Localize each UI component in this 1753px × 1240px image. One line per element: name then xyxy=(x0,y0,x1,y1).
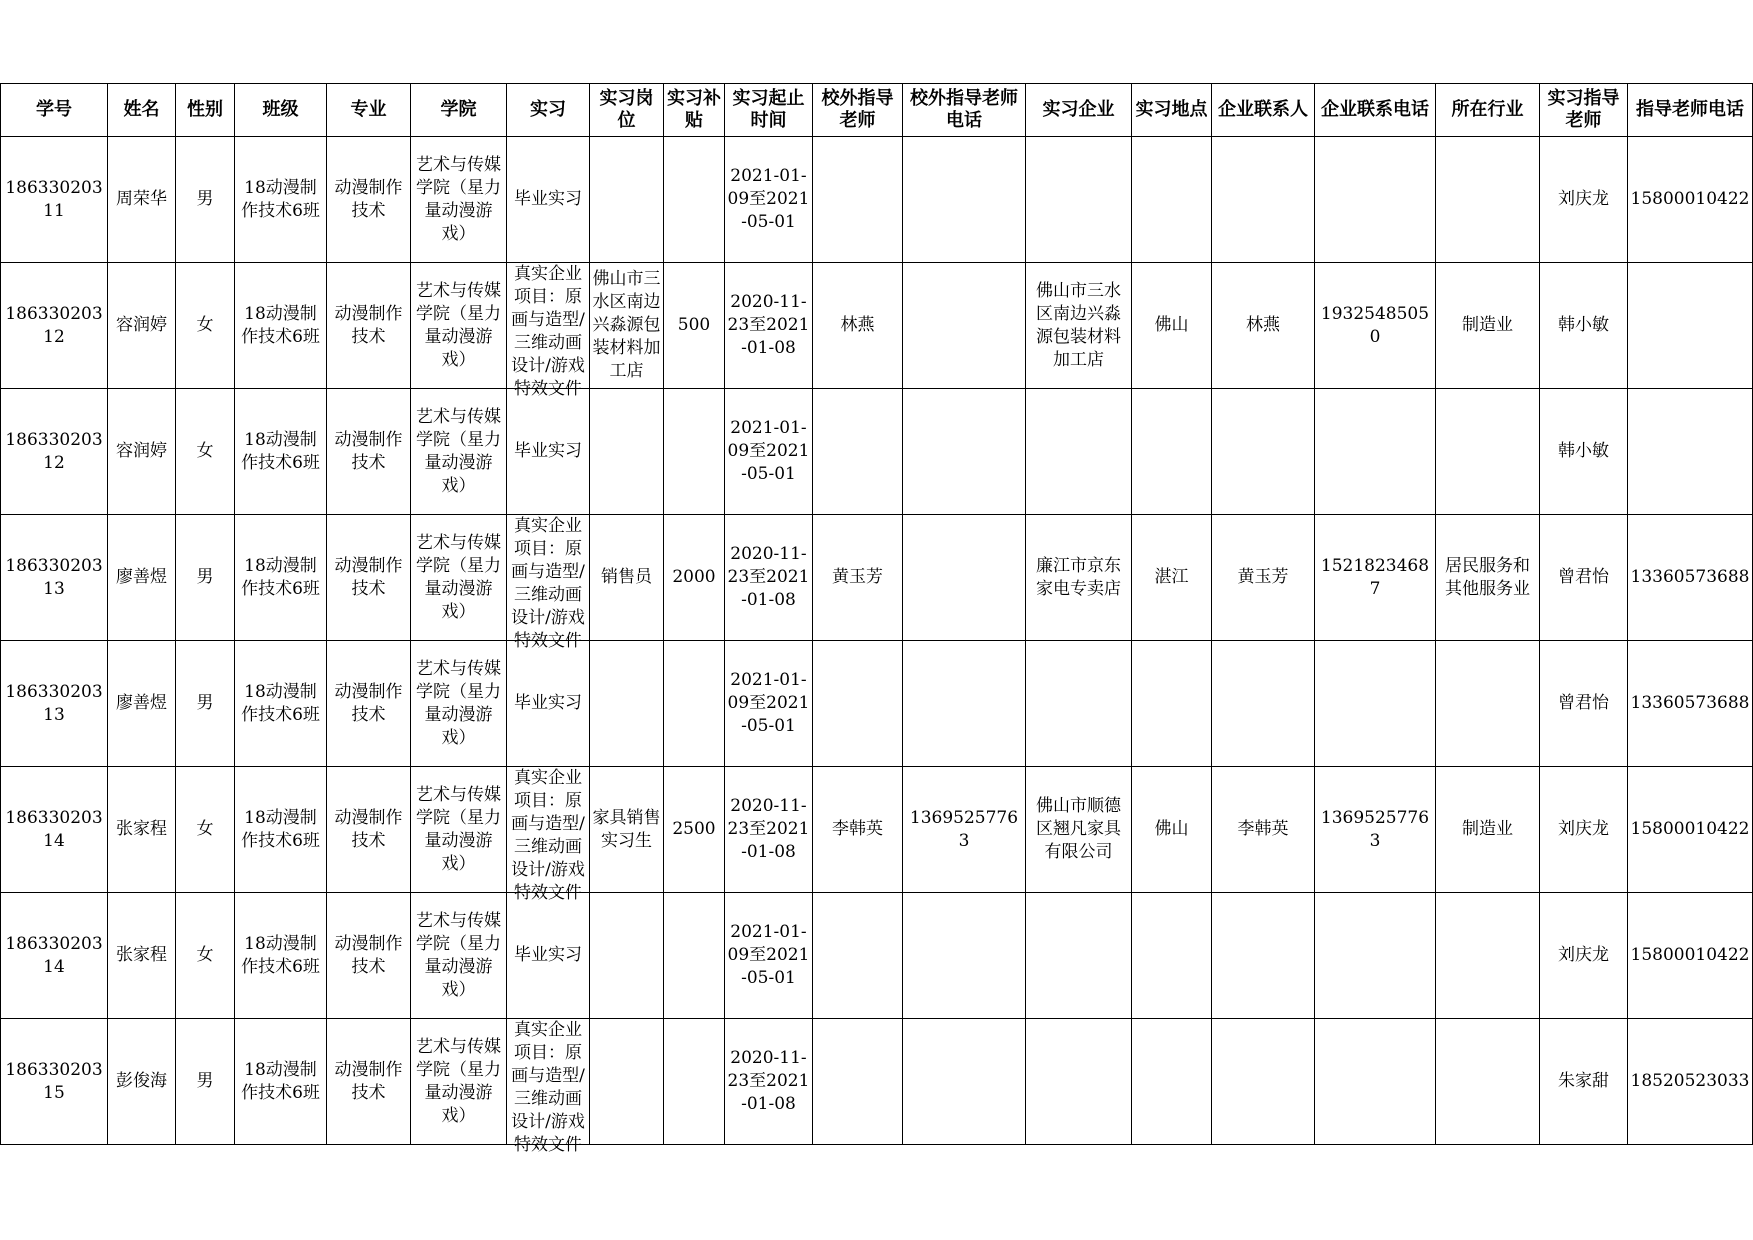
cell-text: 制造业 xyxy=(1462,819,1513,839)
cell-text: 容润婷 xyxy=(116,441,167,461)
cell-text: 家具销售实习生 xyxy=(592,807,661,851)
table-cell[interactable] xyxy=(327,1019,411,1145)
table-cell[interactable] xyxy=(1628,515,1753,641)
table-cell[interactable] xyxy=(1628,641,1753,767)
table-cell[interactable] xyxy=(327,263,411,389)
table-cell[interactable] xyxy=(1315,893,1436,1019)
table-cell[interactable] xyxy=(411,137,507,263)
table-cell[interactable] xyxy=(507,641,590,767)
table-cell[interactable] xyxy=(1436,893,1540,1019)
table-body xyxy=(1,137,1753,1155)
table-cell[interactable] xyxy=(725,893,813,1019)
table-cell[interactable] xyxy=(1212,263,1315,389)
cell-text: 18633020313 xyxy=(5,681,103,725)
cell-text: 刘庆龙 xyxy=(1558,189,1609,209)
table-cell[interactable] xyxy=(664,1019,725,1145)
cell-text: 18520523033 xyxy=(1630,1071,1750,1091)
column-header: 实习企业 xyxy=(1026,84,1132,137)
table-cell[interactable] xyxy=(903,263,1026,389)
table-cell[interactable] xyxy=(176,641,235,767)
cell-text: 13360573688 xyxy=(1630,567,1750,587)
table-cell[interactable] xyxy=(1,893,108,1019)
cell-text: 佛山市三水区南边兴淼源包装材料加工店 xyxy=(1036,280,1121,370)
cell-text: 艺术与传媒学院（星力量动漫游戏） xyxy=(416,154,501,244)
table-cell[interactable] xyxy=(327,137,411,263)
table-cell[interactable] xyxy=(903,893,1026,1019)
table-cell[interactable] xyxy=(108,767,176,893)
table-cell[interactable] xyxy=(108,515,176,641)
table-cell[interactable] xyxy=(1,641,108,767)
cell-text: 销售员 xyxy=(601,567,652,587)
table-header xyxy=(1,84,1753,137)
cell-text: 艺术与传媒学院（星力量动漫游戏） xyxy=(416,532,501,622)
cell-text: 黄玉芳 xyxy=(832,567,883,587)
cell-text: 18633020311 xyxy=(5,177,103,221)
cell-text: 女 xyxy=(196,945,214,965)
table-cell[interactable] xyxy=(664,389,725,515)
table-cell[interactable] xyxy=(664,893,725,1019)
table-cell[interactable] xyxy=(813,515,903,641)
table-cell[interactable] xyxy=(903,137,1026,263)
table-cell[interactable] xyxy=(903,1019,1026,1145)
table-cell[interactable] xyxy=(664,137,725,263)
cell-text: 张家程 xyxy=(116,945,167,965)
table-cell[interactable] xyxy=(725,389,813,515)
table-cell[interactable] xyxy=(1026,263,1132,389)
table-cell[interactable] xyxy=(590,515,664,641)
cell-text: 李韩英 xyxy=(832,819,883,839)
table-cell[interactable] xyxy=(1315,1019,1436,1145)
cell-text: 动漫制作技术 xyxy=(334,933,403,977)
cell-text: 18633020312 xyxy=(5,303,103,347)
table-cell[interactable] xyxy=(1628,389,1753,515)
table-cell[interactable] xyxy=(411,767,507,893)
table-row xyxy=(1,767,1753,893)
cell-text: 黄玉芳 xyxy=(1237,567,1289,587)
table-cell[interactable] xyxy=(813,263,903,389)
column-header: 学院 xyxy=(411,84,507,137)
column-header: 实习补贴 xyxy=(664,84,725,137)
internship-table xyxy=(0,83,1753,1155)
cell-text: 艺术与传媒学院（星力量动漫游戏） xyxy=(416,280,501,370)
table-cell[interactable] xyxy=(813,137,903,263)
table-cell[interactable] xyxy=(327,641,411,767)
table-cell[interactable] xyxy=(1436,1019,1540,1145)
cell-text: 18动漫制作技术6班 xyxy=(241,177,320,221)
table-cell[interactable] xyxy=(813,1019,903,1145)
cell-text: 18动漫制作技术6班 xyxy=(241,807,320,851)
column-header: 实习指导老师 xyxy=(1540,84,1628,137)
column-header: 实习 xyxy=(507,84,590,137)
cell-text: 18633020312 xyxy=(5,429,103,473)
cell-text: 艺术与传媒学院（星力量动漫游戏） xyxy=(416,784,501,874)
cell-text: 毕业实习 xyxy=(514,441,582,461)
table-cell[interactable] xyxy=(507,263,590,399)
table-cell[interactable] xyxy=(176,893,235,1019)
table-cell[interactable] xyxy=(1540,893,1628,1019)
table-cell[interactable] xyxy=(176,515,235,641)
table-cell[interactable] xyxy=(1628,893,1753,1019)
table-cell[interactable] xyxy=(725,137,813,263)
table-cell[interactable] xyxy=(1132,893,1212,1019)
table-cell[interactable] xyxy=(1,389,108,515)
cell-text: 男 xyxy=(196,189,214,209)
cell-text: 18633020314 xyxy=(5,807,103,851)
table-cell[interactable] xyxy=(725,767,813,893)
cell-text: 2020-11-23至2021-01-08 xyxy=(727,1048,810,1114)
table-cell[interactable] xyxy=(1315,515,1436,641)
cell-text: 李韩英 xyxy=(1237,819,1289,839)
table-cell[interactable] xyxy=(507,137,590,263)
table-cell[interactable] xyxy=(507,767,590,903)
table-cell[interactable] xyxy=(1212,515,1315,641)
table-cell[interactable] xyxy=(813,767,903,893)
table-cell[interactable] xyxy=(1315,137,1436,263)
cell-text: 13360573688 xyxy=(1630,693,1750,713)
table-cell[interactable] xyxy=(664,767,725,893)
table-cell[interactable] xyxy=(590,1019,664,1145)
table-cell[interactable] xyxy=(1628,1019,1753,1145)
cell-text: 毕业实习 xyxy=(514,945,582,965)
cell-text: 动漫制作技术 xyxy=(334,807,403,851)
column-header: 校外指导老师 xyxy=(813,84,903,137)
table-cell[interactable] xyxy=(1315,263,1436,389)
cell-text: 动漫制作技术 xyxy=(334,429,403,473)
cell-text: 艺术与传媒学院（星力量动漫游戏） xyxy=(416,1036,501,1126)
cell-text: 容润婷 xyxy=(116,315,167,335)
cell-text: 真实企业项目：原画与造型/三维动画设计/游戏特效文件 xyxy=(511,264,585,399)
table-cell[interactable] xyxy=(1026,389,1132,515)
table-cell[interactable] xyxy=(235,1019,327,1145)
table-cell[interactable] xyxy=(108,641,176,767)
table-cell[interactable] xyxy=(903,641,1026,767)
cell-text: 2020-11-23至2021-01-08 xyxy=(727,544,810,610)
cell-text: 15218234687 xyxy=(1320,555,1430,599)
cell-text: 18动漫制作技术6班 xyxy=(241,933,320,977)
table-cell[interactable] xyxy=(235,515,327,641)
cell-text: 廖善煜 xyxy=(116,567,167,587)
table-cell[interactable] xyxy=(507,389,590,515)
table-cell[interactable] xyxy=(108,1019,176,1145)
table-cell[interactable] xyxy=(1436,641,1540,767)
table-cell[interactable] xyxy=(903,515,1026,641)
table-cell[interactable] xyxy=(590,893,664,1019)
table-cell[interactable] xyxy=(176,137,235,263)
table-cell[interactable] xyxy=(1540,767,1628,893)
table-cell[interactable] xyxy=(1315,767,1436,893)
cell-text: 艺术与传媒学院（星力量动漫游戏） xyxy=(416,406,501,496)
cell-text: 18633020315 xyxy=(5,1059,103,1103)
column-header: 专业 xyxy=(327,84,411,137)
cell-text: 2000 xyxy=(672,567,716,587)
cell-text: 女 xyxy=(196,819,214,839)
table-cell[interactable] xyxy=(1026,767,1132,893)
table-cell[interactable] xyxy=(108,389,176,515)
table-cell[interactable] xyxy=(725,515,813,641)
table-cell[interactable] xyxy=(1212,767,1315,893)
table-cell[interactable] xyxy=(1212,137,1315,263)
cell-text: 韩小敏 xyxy=(1558,441,1609,461)
column-header: 性别 xyxy=(176,84,235,137)
cell-text: 张家程 xyxy=(116,819,167,839)
cell-text: 动漫制作技术 xyxy=(334,681,403,725)
table-cell[interactable] xyxy=(590,767,664,893)
table-cell[interactable] xyxy=(235,893,327,1019)
table-cell[interactable] xyxy=(108,137,176,263)
cell-text: 男 xyxy=(196,693,214,713)
table-cell[interactable] xyxy=(903,767,1026,893)
cell-text: 林燕 xyxy=(840,315,875,335)
cell-text: 18动漫制作技术6班 xyxy=(241,1059,320,1103)
cell-text: 真实企业项目：原画与造型/三维动画设计/游戏特效文件 xyxy=(511,1020,585,1155)
table-cell[interactable] xyxy=(725,263,813,389)
cell-text: 18633020314 xyxy=(5,933,103,977)
table-cell[interactable] xyxy=(1026,1019,1132,1145)
table-cell[interactable] xyxy=(235,137,327,263)
table-cell[interactable] xyxy=(903,389,1026,515)
column-header: 姓名 xyxy=(108,84,176,137)
table-cell[interactable] xyxy=(411,263,507,389)
table-cell[interactable] xyxy=(1628,767,1753,893)
table-cell[interactable] xyxy=(664,263,725,389)
cell-text: 廖善煜 xyxy=(116,693,167,713)
table-row xyxy=(1,137,1753,263)
cell-text: 佛山 xyxy=(1154,315,1189,335)
table-cell[interactable] xyxy=(507,515,590,651)
table-cell[interactable] xyxy=(813,893,903,1019)
header-row xyxy=(1,84,1753,137)
table-cell[interactable] xyxy=(1315,389,1436,515)
table-cell[interactable] xyxy=(411,641,507,767)
cell-text: 500 xyxy=(677,315,711,335)
table-cell[interactable] xyxy=(1540,263,1628,389)
cell-text: 艺术与传媒学院（星力量动漫游戏） xyxy=(416,910,501,1000)
table-cell[interactable] xyxy=(1,767,108,893)
table-cell[interactable] xyxy=(1436,263,1540,389)
cell-text: 15800010422 xyxy=(1630,819,1750,839)
column-header: 指导老师电话 xyxy=(1628,84,1753,137)
cell-text: 18动漫制作技术6班 xyxy=(241,555,320,599)
table-cell[interactable] xyxy=(411,389,507,515)
table-cell[interactable] xyxy=(176,389,235,515)
table-cell[interactable] xyxy=(664,641,725,767)
cell-text: 女 xyxy=(196,315,214,335)
cell-text: 周荣华 xyxy=(116,189,167,209)
table-cell[interactable] xyxy=(1132,1019,1212,1145)
column-header: 所在行业 xyxy=(1436,84,1540,137)
cell-text: 真实企业项目：原画与造型/三维动画设计/游戏特效文件 xyxy=(511,768,585,903)
table-cell[interactable] xyxy=(1540,515,1628,641)
cell-text: 动漫制作技术 xyxy=(334,177,403,221)
column-header: 校外指导老师电话 xyxy=(903,84,1026,137)
table-cell[interactable] xyxy=(108,263,176,389)
table-cell[interactable] xyxy=(725,641,813,767)
cell-text: 13695257763 xyxy=(909,807,1019,851)
table-row xyxy=(1,1019,1753,1145)
table-cell[interactable] xyxy=(1628,137,1753,263)
table-cell[interactable] xyxy=(411,1019,507,1145)
table-cell[interactable] xyxy=(1436,389,1540,515)
table-row xyxy=(1,893,1753,1019)
table-cell[interactable] xyxy=(176,767,235,893)
table-cell[interactable] xyxy=(1132,515,1212,641)
table-cell[interactable] xyxy=(327,389,411,515)
table-cell[interactable] xyxy=(1540,1019,1628,1145)
table-cell[interactable] xyxy=(176,1019,235,1145)
table-cell[interactable] xyxy=(1212,1019,1315,1145)
table-cell[interactable] xyxy=(1026,515,1132,641)
table-cell[interactable] xyxy=(507,1019,590,1155)
table-cell[interactable] xyxy=(664,515,725,641)
cell-text: 动漫制作技术 xyxy=(334,1059,403,1103)
table-cell[interactable] xyxy=(1436,137,1540,263)
table-cell[interactable] xyxy=(1315,641,1436,767)
table-row xyxy=(1,389,1753,515)
cell-text: 动漫制作技术 xyxy=(334,303,403,347)
cell-text: 艺术与传媒学院（星力量动漫游戏） xyxy=(416,658,501,748)
cell-text: 2020-11-23至2021-01-08 xyxy=(727,292,810,358)
table-cell[interactable] xyxy=(1132,263,1212,389)
cell-text: 动漫制作技术 xyxy=(334,555,403,599)
table-cell[interactable] xyxy=(1436,767,1540,893)
cell-text: 2020-11-23至2021-01-08 xyxy=(727,796,810,862)
cell-text: 刘庆龙 xyxy=(1558,819,1609,839)
table-cell[interactable] xyxy=(1132,389,1212,515)
table-cell[interactable] xyxy=(1,137,108,263)
cell-text: 制造业 xyxy=(1462,315,1513,335)
cell-text: 毕业实习 xyxy=(514,693,582,713)
cell-text: 女 xyxy=(196,441,214,461)
cell-text: 2021-01-09至2021-05-01 xyxy=(727,922,810,988)
cell-text: 湛江 xyxy=(1154,567,1189,587)
cell-text: 2500 xyxy=(672,819,716,839)
table-cell[interactable] xyxy=(411,893,507,1019)
table-cell[interactable] xyxy=(1132,641,1212,767)
column-header: 学号 xyxy=(1,84,108,137)
cell-text: 毕业实习 xyxy=(514,189,582,209)
table-cell[interactable] xyxy=(1132,767,1212,893)
table-cell[interactable] xyxy=(1026,137,1132,263)
cell-text: 2021-01-09至2021-05-01 xyxy=(727,166,810,232)
table-cell[interactable] xyxy=(327,515,411,641)
table-cell[interactable] xyxy=(507,893,590,1019)
table-cell[interactable] xyxy=(108,893,176,1019)
table-cell[interactable] xyxy=(1628,263,1753,389)
table-cell[interactable] xyxy=(590,263,664,389)
cell-text: 佛山市三水区南边兴淼源包装材料加工店 xyxy=(592,269,661,381)
cell-text: 林燕 xyxy=(1246,315,1280,335)
cell-text: 刘庆龙 xyxy=(1558,945,1609,965)
table-cell[interactable] xyxy=(235,641,327,767)
cell-text: 廉江市京东家电专卖店 xyxy=(1036,555,1121,599)
table-cell[interactable] xyxy=(235,389,327,515)
cell-text: 韩小敏 xyxy=(1558,315,1609,335)
cell-text: 佛山 xyxy=(1154,819,1189,839)
cell-text: 18动漫制作技术6班 xyxy=(241,681,320,725)
table-cell[interactable] xyxy=(1540,389,1628,515)
table-cell[interactable] xyxy=(327,893,411,1019)
cell-text: 2021-01-09至2021-05-01 xyxy=(727,670,810,736)
cell-text: 居民服务和其他服务业 xyxy=(1445,555,1530,599)
cell-text: 15800010422 xyxy=(1630,189,1750,209)
cell-text: 13695257763 xyxy=(1320,807,1430,851)
table-cell[interactable] xyxy=(590,641,664,767)
cell-text: 曾君怡 xyxy=(1558,693,1609,713)
table-cell[interactable] xyxy=(1026,893,1132,1019)
table-cell[interactable] xyxy=(1436,515,1540,641)
column-header: 实习起止时间 xyxy=(725,84,813,137)
table-cell[interactable] xyxy=(411,515,507,641)
cell-text: 曾君怡 xyxy=(1558,567,1609,587)
table-cell[interactable] xyxy=(1026,641,1132,767)
cell-text: 真实企业项目：原画与造型/三维动画设计/游戏特效文件 xyxy=(511,516,585,651)
cell-text: 男 xyxy=(196,1071,214,1091)
column-header: 企业联系人 xyxy=(1212,84,1315,137)
table-cell[interactable] xyxy=(1,1019,108,1145)
table-row xyxy=(1,641,1753,767)
cell-text: 18动漫制作技术6班 xyxy=(241,429,320,473)
table-cell[interactable] xyxy=(1,263,108,389)
column-header: 实习岗位 xyxy=(590,84,664,137)
table-cell[interactable] xyxy=(725,1019,813,1145)
cell-text: 18动漫制作技术6班 xyxy=(241,303,320,347)
table-row xyxy=(1,263,1753,389)
cell-text: 男 xyxy=(196,567,214,587)
cell-text: 18633020313 xyxy=(5,555,103,599)
cell-text: 15800010422 xyxy=(1630,945,1750,965)
table-row xyxy=(1,515,1753,641)
table-cell[interactable] xyxy=(590,389,664,515)
table-cell[interactable] xyxy=(1212,893,1315,1019)
table-cell[interactable] xyxy=(1540,137,1628,263)
table-cell[interactable] xyxy=(235,263,327,389)
cell-text: 19325485050 xyxy=(1320,303,1430,347)
cell-text: 2021-01-09至2021-05-01 xyxy=(727,418,810,484)
column-header: 企业联系电话 xyxy=(1315,84,1436,137)
table-cell[interactable] xyxy=(1212,389,1315,515)
table-cell[interactable] xyxy=(813,641,903,767)
table-cell[interactable] xyxy=(327,767,411,893)
cell-text: 彭俊海 xyxy=(116,1071,167,1091)
table-cell[interactable] xyxy=(176,263,235,389)
table-cell[interactable] xyxy=(1540,641,1628,767)
table-cell[interactable] xyxy=(235,767,327,893)
cell-text: 朱家甜 xyxy=(1558,1071,1609,1091)
table-cell[interactable] xyxy=(813,389,903,515)
column-header: 班级 xyxy=(235,84,327,137)
column-header: 实习地点 xyxy=(1132,84,1212,137)
table-cell[interactable] xyxy=(1132,137,1212,263)
cell-text: 佛山市顺德区翘凡家具有限公司 xyxy=(1036,796,1121,862)
table-cell[interactable] xyxy=(590,137,664,263)
table-cell[interactable] xyxy=(1,515,108,641)
table-cell[interactable] xyxy=(1212,641,1315,767)
